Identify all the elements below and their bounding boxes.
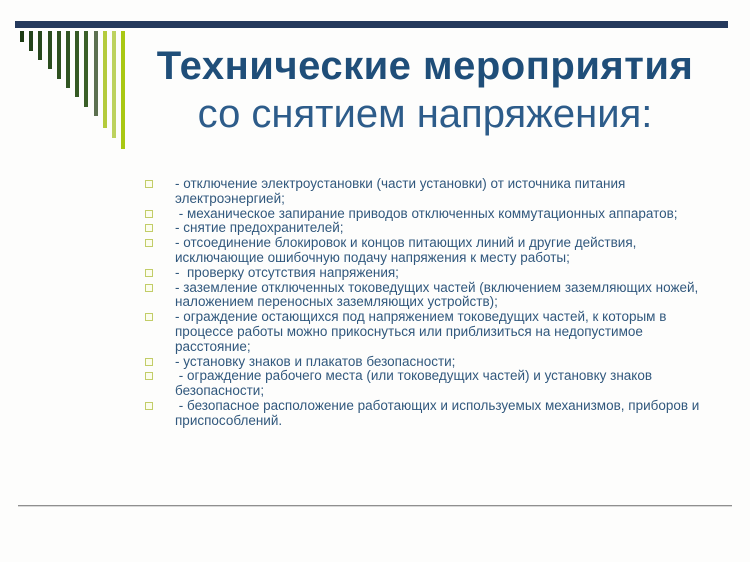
bullet-item bbox=[143, 207, 715, 222]
decor-bar bbox=[66, 31, 70, 88]
bullet-item bbox=[143, 399, 715, 429]
footer-divider bbox=[18, 505, 732, 506]
bullet-text: - установку знаков и плакатов безопасности; bbox=[175, 353, 456, 369]
decor-bar bbox=[112, 31, 116, 138]
bullet-square-icon bbox=[145, 180, 153, 188]
bullet-item bbox=[143, 369, 715, 399]
bullet-list bbox=[143, 177, 715, 429]
decor-bar bbox=[75, 31, 79, 97]
decor-bar bbox=[29, 31, 33, 51]
decor-bar bbox=[84, 31, 88, 107]
decor-bar bbox=[38, 31, 42, 60]
bullet-item bbox=[143, 355, 715, 370]
decor-green-bars bbox=[20, 31, 125, 149]
bullet-item bbox=[143, 236, 715, 266]
bullet-square-icon bbox=[145, 269, 153, 277]
decor-bar bbox=[48, 31, 52, 69]
bullet-text: - ограждение рабочего места (или токоведущих частей) и установку знаков безопасности; bbox=[175, 368, 656, 399]
decor-bar bbox=[94, 31, 98, 116]
bullet-text: - ограждение остающихся под напряжением токоведущих частей, к которым в процессе работы можно прикоснуться или приблизиться на недопустимое расстояние; bbox=[175, 309, 671, 354]
bullet-text: - механическое запирание приводов отключенных коммутационных аппаратов; bbox=[175, 205, 678, 221]
slide-title: Технические мероприятия bbox=[156, 44, 694, 88]
bullet-text: - безопасное расположение работающих и используемых механизмов, приборов и приспособлений. bbox=[175, 397, 704, 428]
bullet-text: - отключение электроустановки (части установки) от источника питания электроэнергией; bbox=[175, 176, 630, 206]
bullet-text: - заземление отключенных токоведущих частей (включением заземляющих ножей, наложением переносных заземляющих устройств); bbox=[175, 279, 703, 310]
decor-bar bbox=[57, 31, 61, 79]
bullet-square-icon bbox=[145, 402, 153, 410]
bullet-square-icon bbox=[145, 284, 153, 292]
bullet-square-icon bbox=[145, 372, 153, 380]
bullet-square-icon bbox=[145, 224, 153, 232]
slide-title-block bbox=[120, 42, 730, 138]
bullet-text: - отсоединение блокировок и концов питающих линий и другие действия, исключающие ошибочную подачу напряжения к месту работы; bbox=[175, 235, 641, 265]
bullet-square-icon bbox=[145, 358, 153, 366]
bullet-square-icon bbox=[145, 210, 153, 218]
bullet-item bbox=[143, 310, 715, 354]
bullet-item bbox=[143, 221, 715, 236]
bullet-square-icon bbox=[145, 313, 153, 321]
decor-bar bbox=[103, 31, 107, 128]
top-accent-bar bbox=[15, 21, 728, 28]
slide-subtitle: со снятием напряжения: bbox=[197, 92, 653, 136]
bullet-square-icon bbox=[145, 239, 153, 247]
bullet-item bbox=[143, 281, 715, 311]
bullet-item bbox=[143, 266, 715, 281]
bullet-text: - снятие предохранителей; bbox=[175, 220, 344, 236]
bullet-item bbox=[143, 177, 715, 207]
bullet-text: - проверку отсутствия напряжения; bbox=[175, 264, 399, 280]
decor-bar bbox=[20, 31, 24, 42]
